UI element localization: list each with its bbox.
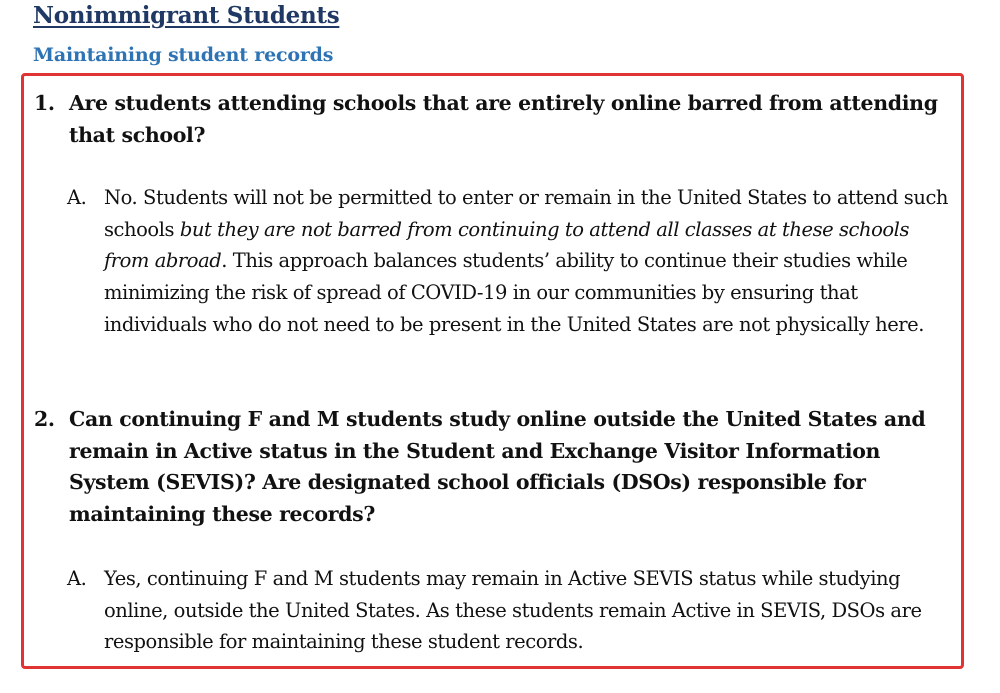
answer-text: [104, 182, 957, 341]
answer-text-part: No. Students will not be permitted to enter or remain in the United States to attend such schools: [104, 186, 949, 241]
answer-text: Yes, continuing F and M students may remain in Active SEVIS status while studying online, outside the United States. As these students remain Active in SEVIS, DSOs are responsible for maintaining these student records.: [104, 567, 922, 654]
answer-italic-text: but they are not barred from continuing to attend all classes at these schools from abroad: [104, 217, 910, 273]
answer-text-part: . This approach balances students’ ability to continue their studies while minimizing the risk of spread of COVID-19 in our communities by ensuring that individuals who do not need to be present in the United States are not physically here.: [104, 249, 925, 336]
question-2: [34, 404, 954, 530]
answer-1: [67, 182, 957, 341]
question-number: 1.: [34, 91, 55, 115]
answer-letter: A.: [67, 186, 87, 209]
document-title: Nonimmigrant Students: [33, 2, 340, 29]
question-text: Are students attending schools that are entirely online barred from attending that school?: [69, 91, 938, 147]
section-subtitle: Maintaining student records: [33, 44, 334, 66]
answer-letter: A.: [67, 567, 87, 590]
question-1: [34, 88, 954, 151]
question-number: 2.: [34, 407, 55, 431]
question-text: Can continuing F and M students study online outside the United States and remain in Active status in the Student and Exchange Visitor Information System (SEVIS)? Are designated school officials (DSOs) responsible for maintaining these records?: [69, 407, 926, 526]
answer-2: [67, 563, 957, 658]
